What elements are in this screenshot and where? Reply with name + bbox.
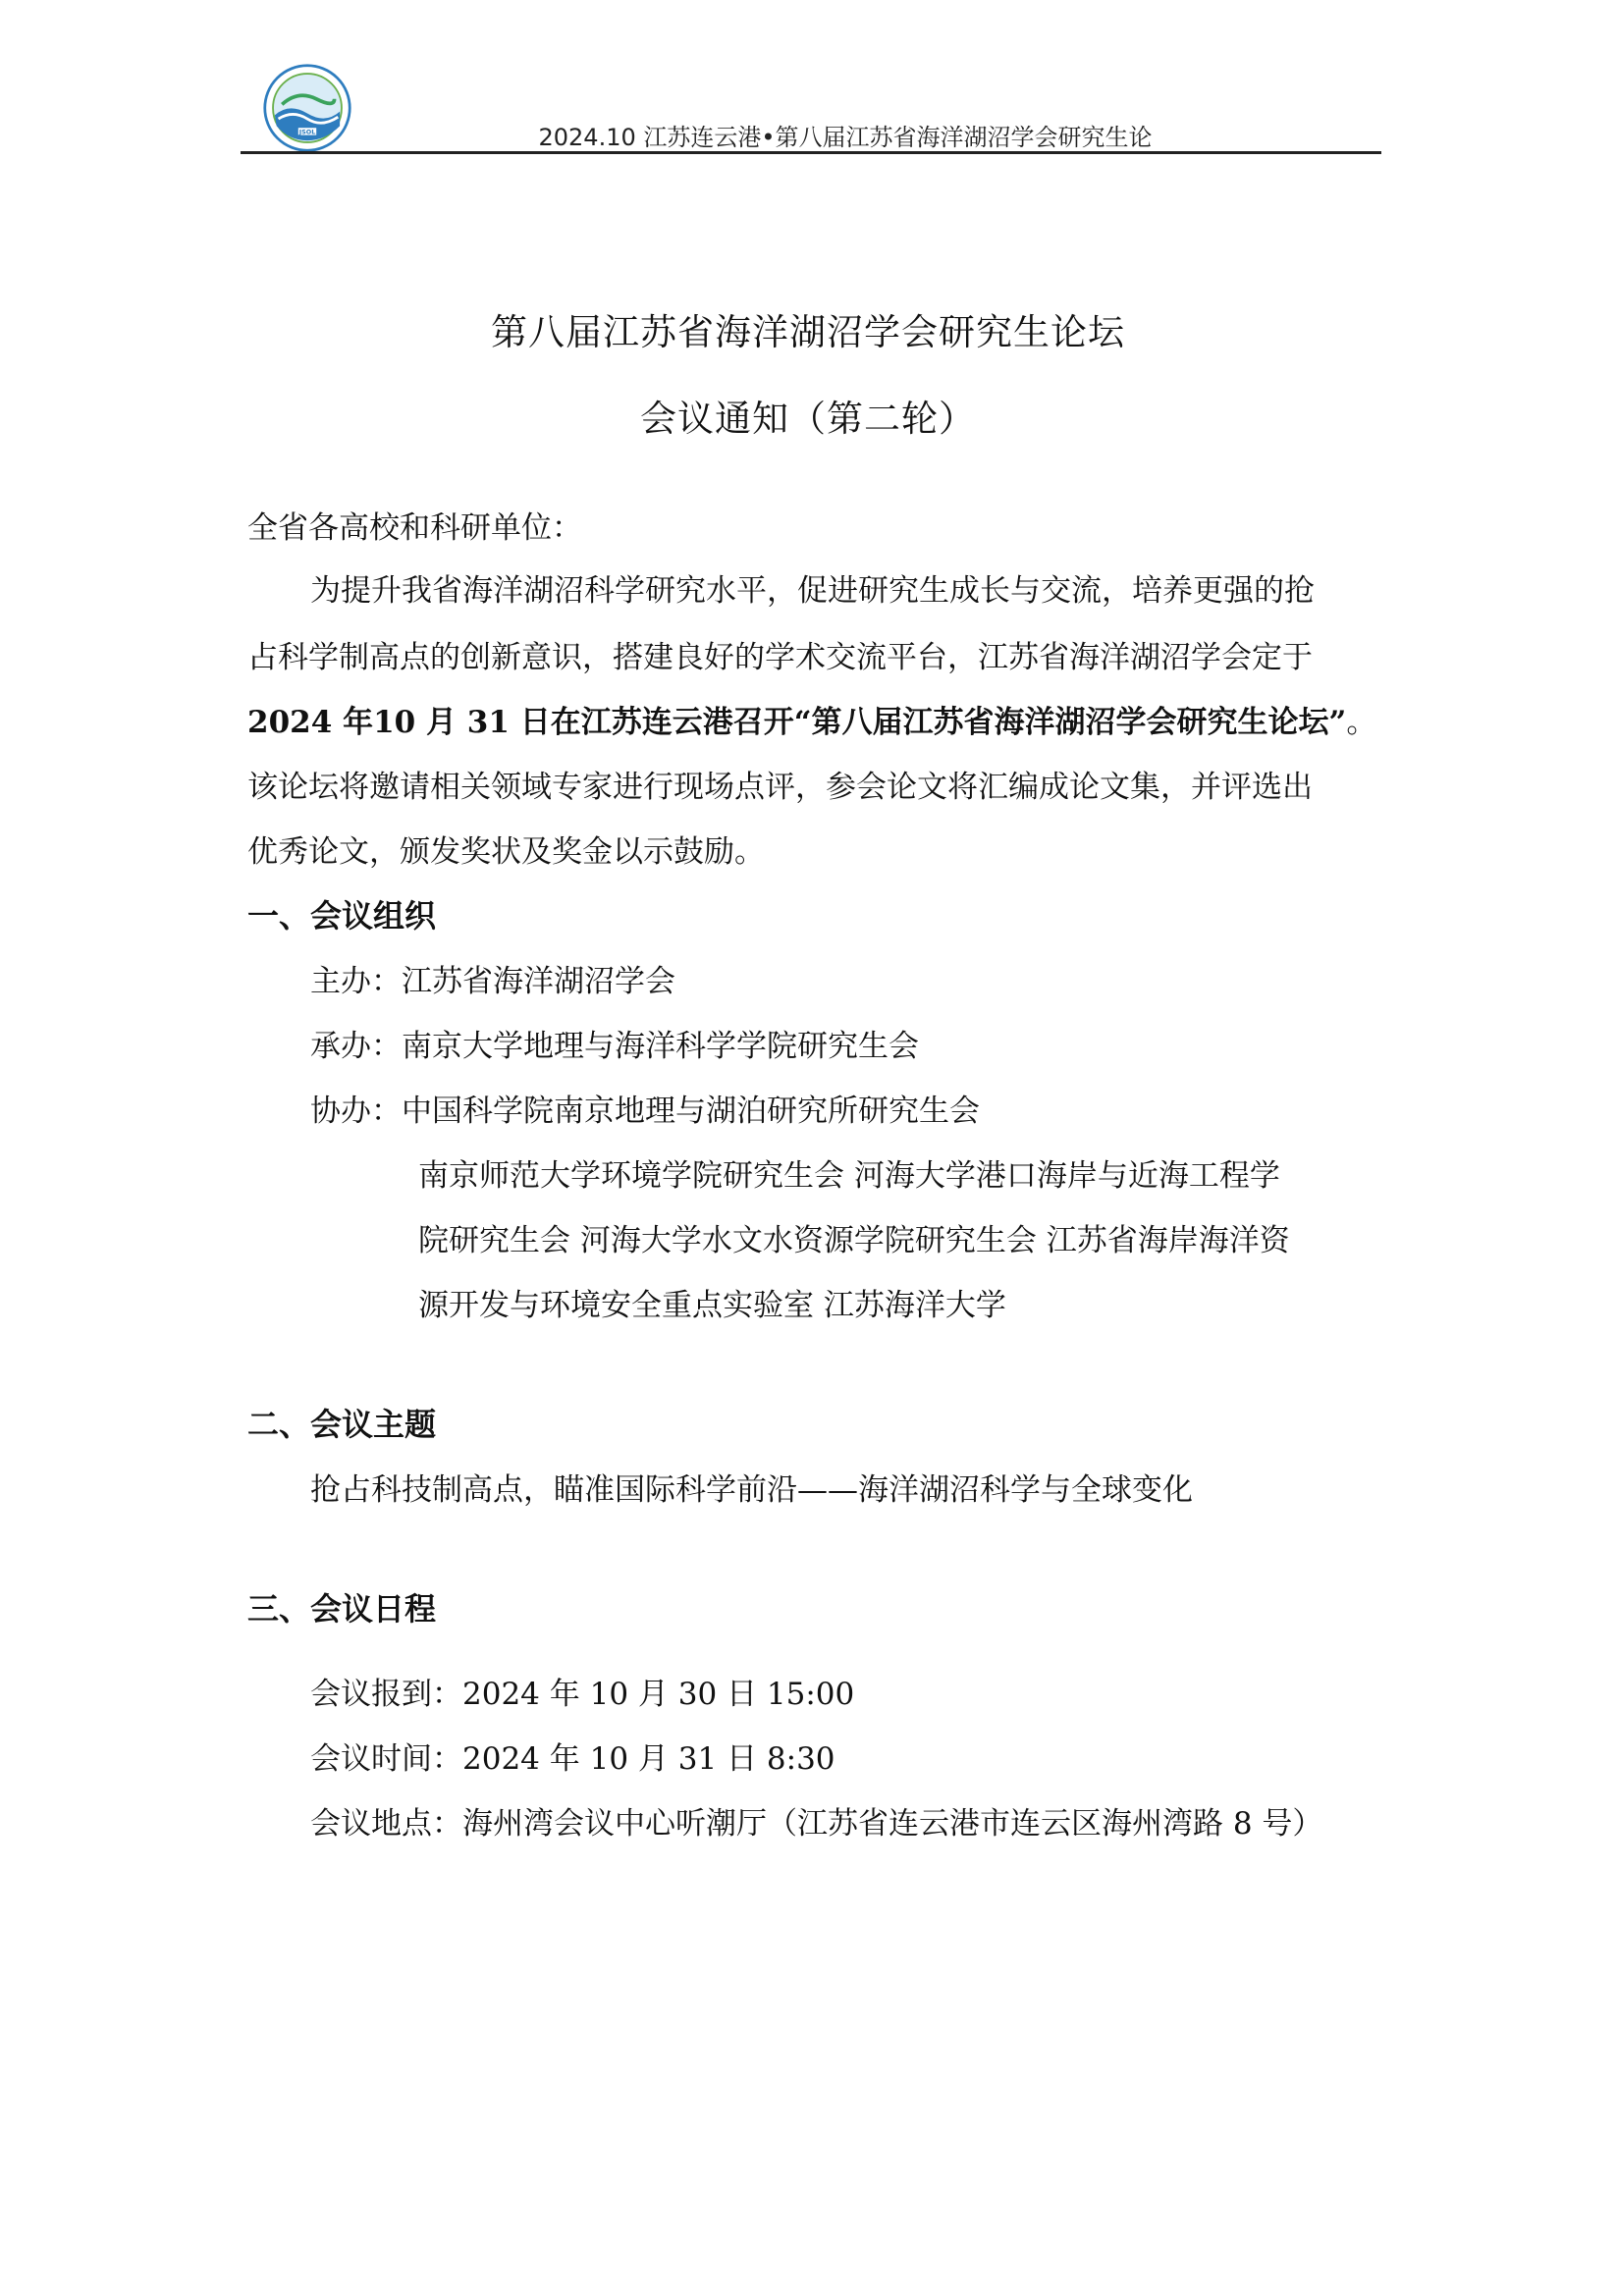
org-undertake: 承办：南京大学地理与海洋科学学院研究生会 [310, 1029, 919, 1064]
org-assist: 协办：中国科学院南京地理与湖泊研究所研究生会 [310, 1094, 980, 1129]
page-header [241, 61, 1381, 155]
schedule-time: 会议时间：2024 年 10 月 31 日 8:30 [310, 1741, 835, 1777]
greeting: 全省各高校和科研单位： [247, 510, 582, 546]
section-heading-organization: 一、会议组织 [247, 897, 437, 934]
schedule-registration: 会议报到：2024 年 10 月 30 日 15:00 [310, 1677, 855, 1712]
intro-line-1: 为提升我省海洋湖沼科学研究水平，促进研究生成长与交流，培养更强的抢 [310, 573, 1315, 609]
intro-line-5: 优秀论文，颁发奖状及奖金以示鼓励。 [247, 834, 765, 870]
document-title: 第八届江苏省海洋湖沼学会研究生论坛 [491, 311, 1125, 353]
theme-text: 抢占科技制高点，瞄准国际科学前沿——海洋湖沼科学与全球变化 [310, 1472, 1193, 1508]
intro-line-4: 该论坛将邀请相关领域专家进行现场点评，参会论文将汇编成论文集，并评选出 [247, 770, 1313, 805]
org-host: 主办：江苏省海洋湖沼学会 [310, 964, 675, 999]
schedule-venue: 会议地点：海州湾会议中心听潮厅（江苏省连云港市连云区海州湾路 8 号） [310, 1806, 1323, 1842]
section-heading-schedule: 三、会议日程 [247, 1590, 437, 1628]
org-assist-cont-2: 院研究生会 河海大学水文水资源学院研究生会 江苏省海岸海洋资 [418, 1223, 1290, 1258]
document-subtitle: 会议通知（第二轮） [640, 398, 976, 440]
header-title: 2024.10 江苏连云港•第八届江苏省海洋湖沼学会研究生论 [538, 124, 1153, 151]
org-assist-cont-3: 源开发与环境安全重点实验室 江苏海洋大学 [418, 1288, 1006, 1323]
intro-line-2: 占科学制高点的创新意识，搭建良好的学术交流平台，江苏省海洋湖沼学会定于 [247, 640, 1313, 675]
section-heading-theme: 二、会议主题 [247, 1406, 437, 1443]
header-divider [241, 151, 1381, 154]
intro-date-emphasis: 2024 年10 月 31 日在江苏连云港召开“第八届江苏省海洋湖沼学会研究生论坛” [247, 705, 1347, 740]
intro-line-3 [247, 697, 1375, 741]
org-assist-cont-1: 南京师范大学环境学院研究生会 河海大学港口海岸与近海工程学 [418, 1158, 1280, 1194]
svg-text:JSOL: JSOL [298, 128, 316, 136]
intro-line-3-end: 。 [1346, 705, 1377, 740]
